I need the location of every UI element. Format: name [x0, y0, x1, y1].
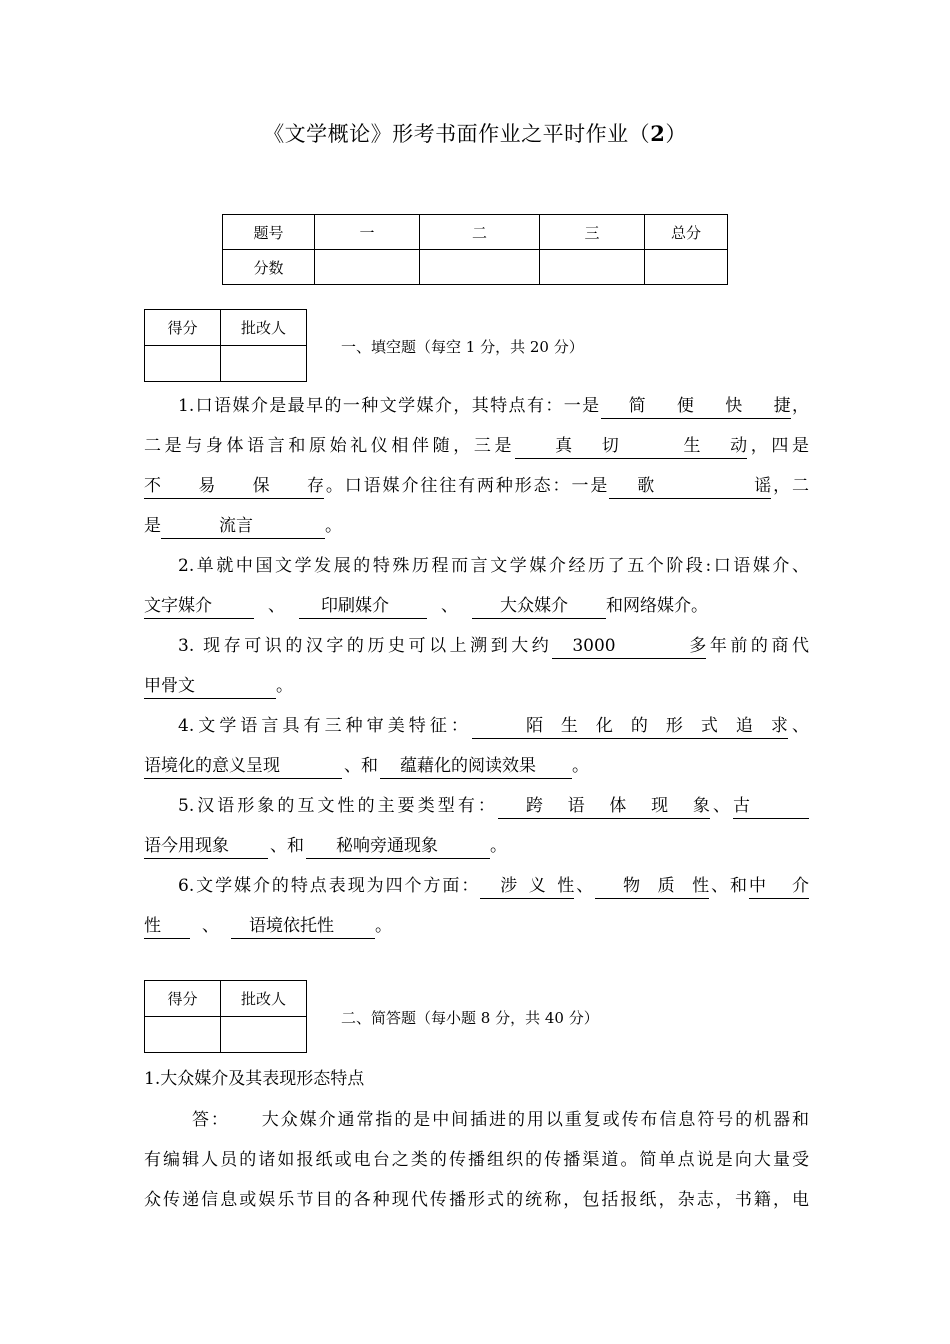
grader-entry-cell[interactable]: [221, 346, 307, 382]
question-5: 5.汉语形象的互文性的主要类型有： 跨语体现象、古 语今用现象 、和 秘响旁通现象 。: [144, 786, 809, 866]
score-table-header-cell: 总分: [645, 215, 728, 250]
answer-blank[interactable]: 语境化的意义呈现: [144, 754, 342, 779]
grader-box: [144, 980, 307, 1053]
answer-blank[interactable]: 涉义性: [480, 874, 574, 899]
question-2: 2.单就中国文学发展的特殊历程而言文学媒介经历了五个阶段:口语媒介、 文字媒介 、 印刷媒介 、 大众媒介 和网络媒介。: [144, 546, 809, 626]
answer-blank[interactable]: 不易保存: [144, 474, 324, 499]
answer-blank[interactable]: 陌生化的形式追求: [472, 714, 788, 739]
answer-blank[interactable]: 甲骨文: [144, 674, 276, 699]
question-4: 4.文学语言具有三种审美特征： 陌生化的形式追求、 语境化的意义呈现 、和 蕴藉化的阅读效果 。: [144, 706, 809, 786]
score-table-score-row: [223, 250, 728, 285]
score-cell[interactable]: [540, 250, 645, 285]
section-2-heading: 二、简答题（每小题 8 分，共 40 分）: [341, 1009, 599, 1027]
answer-blank[interactable]: 3000 多: [552, 634, 706, 659]
score-cell[interactable]: [420, 250, 540, 285]
answer-blank[interactable]: 蕴藉化的阅读效果: [380, 754, 572, 779]
answer-blank[interactable]: 歌谣: [609, 474, 771, 499]
score-table-header-cell: 一: [315, 215, 420, 250]
answer-blank[interactable]: 文字媒介: [144, 594, 254, 619]
grader-label: 批改人: [221, 981, 307, 1017]
answer-blank[interactable]: 语今用现象: [144, 834, 268, 859]
question-1: 1.口语媒介是最早的一种文学媒介，其特点有：一是 简便快捷， 二是与身体语言和原始礼仪相伴随，三是 真切 生动，四是 不易保存。口语媒介往往有两种形态：一是 歌谣，二 是 流言 。: [144, 386, 809, 546]
score-table-header-cell: 三: [540, 215, 645, 250]
answer-blank[interactable]: 语境依托性: [231, 914, 375, 939]
answer-blank[interactable]: 真切 生动: [515, 434, 747, 459]
score-row-label: 分数: [223, 250, 315, 285]
answer-blank[interactable]: 大众媒介: [472, 594, 606, 619]
question-3: 3. 现存可识的汉字的历史可以上溯到大约 3000 多年前的商代 甲骨文 。: [144, 626, 809, 706]
question-title: 1.大众媒介及其表现形态特点: [144, 1069, 365, 1089]
score-label: 得分: [145, 981, 221, 1017]
score-table-header-row: [223, 215, 728, 250]
answer-blank[interactable]: 流言: [161, 514, 325, 539]
score-cell[interactable]: [315, 250, 420, 285]
grader-entry-cell[interactable]: [221, 1017, 307, 1053]
grader-label: 批改人: [221, 310, 307, 346]
question-6: 6.文学媒介的特点表现为四个方面： 涉义性、 物质性、和中介 性 、 语境依托性 。: [144, 866, 809, 946]
answer-text: 答： 大众媒介通常指的是中间插进的用以重复或传布信息符号的机器和 有编辑人员的诸如报纸或电台之类的传播组织的传播渠道。简单点说是向大量受 众传递信息或娱乐节目的各种现代传播形式的统称，包括报纸，杂志，书籍，电: [144, 1110, 810, 1210]
answer-blank[interactable]: 古: [733, 794, 809, 819]
answer-blank[interactable]: 性: [144, 914, 190, 939]
answer-blank[interactable]: 印刷媒介: [299, 594, 427, 619]
score-cell[interactable]: [645, 250, 728, 285]
score-entry-cell[interactable]: [145, 346, 221, 382]
score-entry-cell[interactable]: [145, 1017, 221, 1053]
score-table: [222, 214, 728, 285]
score-table-header-cell: 二: [420, 215, 540, 250]
page-title: 《文学概论》形考书面作业之平时作业（2）: [263, 121, 687, 146]
score-table-header-cell: 题号: [223, 215, 315, 250]
section-1-heading: 一、填空题（每空 1 分，共 20 分）: [341, 338, 584, 356]
grader-box: [144, 309, 307, 382]
answer-blank[interactable]: 简便快捷: [601, 394, 791, 419]
answer-label: 答：: [192, 1110, 230, 1130]
answer-blank[interactable]: 秘响旁通现象: [306, 834, 490, 859]
score-label: 得分: [145, 310, 221, 346]
answer-blank[interactable]: 跨语体现象: [498, 794, 710, 819]
answer-blank[interactable]: 中介: [749, 874, 809, 899]
answer-blank[interactable]: 物质性: [595, 874, 709, 899]
